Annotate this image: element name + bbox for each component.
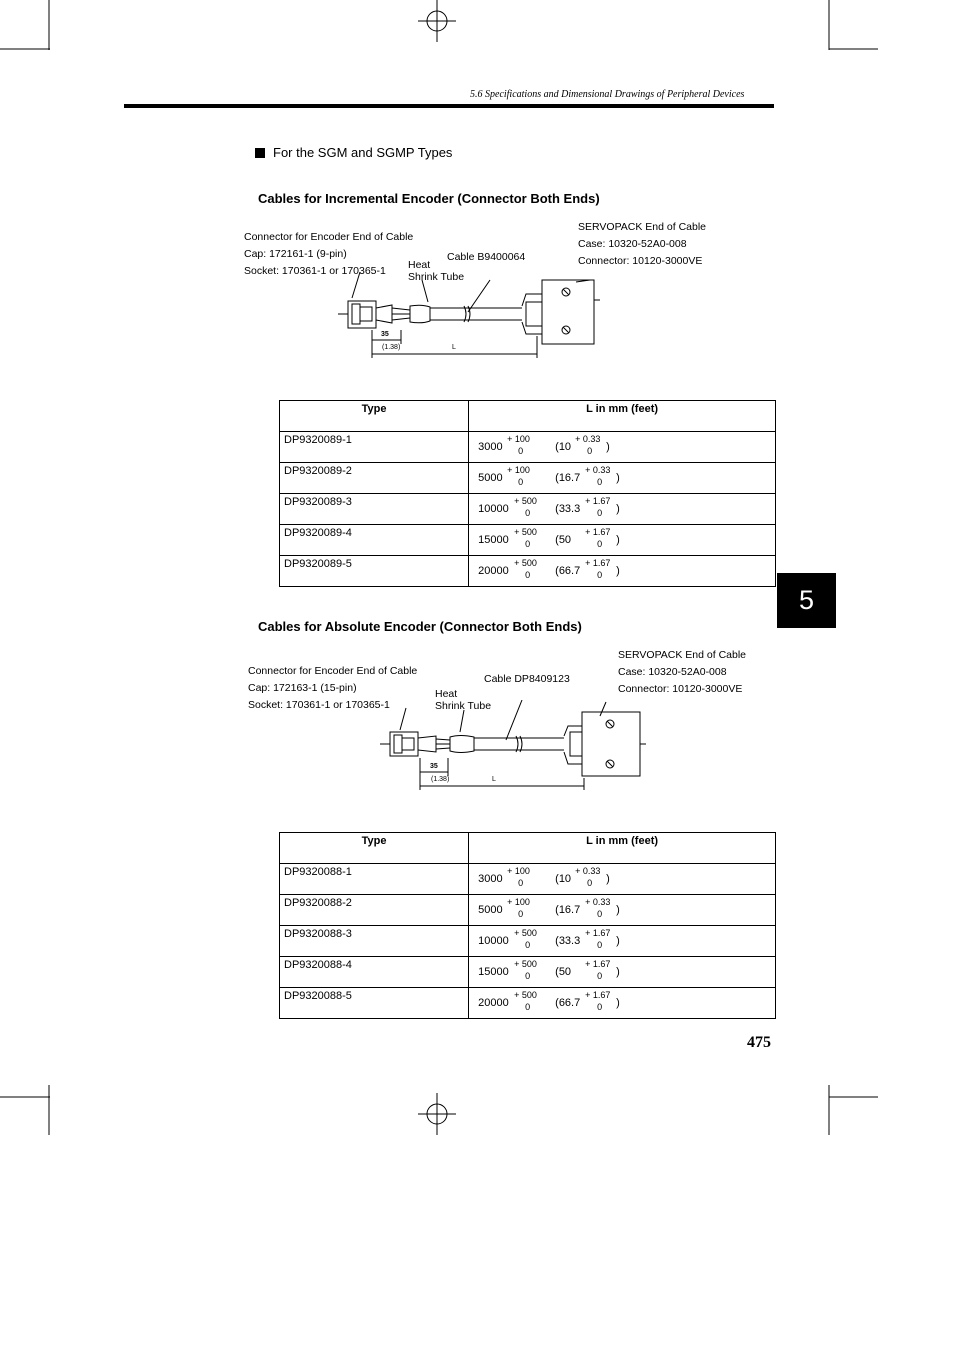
ft-close-paren: )	[616, 472, 620, 484]
length-ft: (50	[555, 966, 572, 978]
type-cell: DP9320088-5	[280, 988, 469, 1019]
ft-close-paren: )	[616, 565, 620, 577]
length-mm: 15000	[478, 534, 509, 546]
abs-dim-L: L	[492, 776, 496, 783]
mm-plus-tol: + 500	[514, 928, 537, 938]
ft-plus-tol: + 1.67	[585, 959, 611, 969]
inc-dim-138: (1.38)	[382, 344, 401, 351]
ft-minus-tol: 0	[597, 971, 603, 981]
ft-plus-tol: + 1.67	[585, 496, 611, 506]
table-row	[280, 926, 776, 957]
ft-plus-tol: + 0.33	[585, 465, 611, 475]
table-row	[280, 463, 776, 494]
inc-cable-label: Cable B9400064	[447, 251, 526, 263]
table-row	[280, 864, 776, 895]
ft-plus-tol: + 1.67	[585, 527, 611, 537]
mm-minus-tol: 0	[518, 477, 524, 487]
inc-dim-35: 35	[381, 331, 389, 338]
abs-dim-35: 35	[430, 763, 438, 770]
type-cell: DP9320088-4	[280, 957, 469, 988]
type-cell: DP9320089-3	[280, 494, 469, 525]
ft-close-paren: )	[616, 935, 620, 947]
ft-close-paren: )	[616, 966, 620, 978]
type-cell: DP9320089-1	[280, 432, 469, 463]
running-header: 5.6 Specifications and Dimensional Drawings of Peripheral Devices	[470, 89, 745, 100]
ft-plus-tol: + 1.67	[585, 928, 611, 938]
length-mm: 5000	[478, 472, 503, 484]
mm-minus-tol: 0	[518, 446, 524, 456]
table-row	[280, 988, 776, 1019]
inc-heat-line1: Heat	[408, 259, 431, 271]
length-cell	[469, 864, 776, 895]
mm-plus-tol: + 100	[507, 434, 530, 444]
bullet-text: For the SGM and SGMP Types	[273, 145, 453, 160]
inc-servopack-label	[578, 219, 706, 270]
mm-plus-tol: + 500	[514, 527, 537, 537]
ft-minus-tol: 0	[597, 909, 603, 919]
page-number: 475	[747, 1034, 771, 1051]
inc-enc-line3: Socket: 170361-1 or 170365-1	[244, 265, 386, 277]
mm-minus-tol: 0	[525, 971, 531, 981]
length-ft: (33.3	[555, 935, 581, 947]
type-cell: DP9320089-4	[280, 525, 469, 556]
length-mm: 15000	[478, 966, 509, 978]
length-ft: (10	[555, 441, 572, 453]
ft-minus-tol: 0	[587, 878, 593, 888]
absolute-cable-drawing	[378, 700, 648, 792]
length-ft: (50	[555, 534, 572, 546]
mm-minus-tol: 0	[518, 878, 524, 888]
ft-plus-tol: + 0.33	[585, 897, 611, 907]
ft-close-paren: )	[616, 503, 620, 515]
type-cell: DP9320089-5	[280, 556, 469, 587]
mm-minus-tol: 0	[525, 508, 531, 518]
mm-minus-tol: 0	[525, 539, 531, 549]
length-mm: 10000	[478, 503, 509, 515]
mm-plus-tol: + 500	[514, 496, 537, 506]
table-row	[280, 494, 776, 525]
length-cell	[469, 494, 776, 525]
ft-plus-tol: + 0.33	[575, 866, 601, 876]
ft-minus-tol: 0	[587, 446, 593, 456]
inc-sv-line2: Case: 10320-52A0-008	[578, 238, 687, 250]
length-mm: 20000	[478, 997, 509, 1009]
length-cell	[469, 926, 776, 957]
absolute-title: Cables for Absolute Encoder (Connector Both Ends)	[258, 619, 582, 634]
inc-enc-line1: Connector for Encoder End of Cable	[244, 231, 414, 243]
length-mm: 5000	[478, 904, 503, 916]
length-mm: 20000	[478, 565, 509, 577]
inc-enc-line2: Cap: 172161-1 (9-pin)	[244, 248, 347, 260]
mm-plus-tol: + 500	[514, 990, 537, 1000]
ft-minus-tol: 0	[597, 570, 603, 580]
col-length-header: L in mm (feet)	[469, 401, 776, 432]
abs-enc-line3: Socket: 170361-1 or 170365-1	[248, 699, 390, 711]
mm-minus-tol: 0	[525, 1002, 531, 1012]
length-ft: (33.3	[555, 503, 581, 515]
mm-plus-tol: + 500	[514, 558, 537, 568]
type-cell: DP9320088-3	[280, 926, 469, 957]
mm-minus-tol: 0	[518, 909, 524, 919]
header-rule	[124, 104, 774, 108]
ft-minus-tol: 0	[597, 940, 603, 950]
length-mm: 3000	[478, 441, 503, 453]
length-ft: (16.7	[555, 904, 581, 916]
inc-sv-line3: Connector: 10120-3000VE	[578, 255, 703, 267]
abs-dim-138: (1.38)	[431, 776, 450, 783]
mm-plus-tol: + 500	[514, 959, 537, 969]
length-ft: (10	[555, 873, 572, 885]
table-header-row	[280, 401, 776, 432]
abs-sv-line3: Connector: 10120-3000VE	[618, 683, 743, 695]
abs-sv-line2: Case: 10320-52A0-008	[618, 666, 727, 678]
mm-plus-tol: + 100	[507, 897, 530, 907]
type-cell: DP9320088-2	[280, 895, 469, 926]
ft-minus-tol: 0	[597, 539, 603, 549]
ft-minus-tol: 0	[597, 1002, 603, 1012]
ft-close-paren: )	[616, 534, 620, 546]
inc-sv-line1: SERVOPACK End of Cable	[578, 221, 707, 233]
ft-minus-tol: 0	[597, 477, 603, 487]
abs-sv-line1: SERVOPACK End of Cable	[618, 649, 747, 661]
abs-enc-line1: Connector for Encoder End of Cable	[248, 665, 418, 677]
abs-servopack-label	[618, 647, 746, 698]
inc-heat-line2: Shrink Tube	[408, 271, 465, 283]
table-row	[280, 895, 776, 926]
length-cell	[469, 463, 776, 494]
mm-minus-tol: 0	[525, 570, 531, 580]
length-mm: 10000	[478, 935, 509, 947]
mm-plus-tol: + 100	[507, 465, 530, 475]
mm-minus-tol: 0	[525, 940, 531, 950]
ft-close-paren: )	[616, 904, 620, 916]
table-row	[280, 432, 776, 463]
incremental-title: Cables for Incremental Encoder (Connector Both Ends)	[258, 191, 600, 206]
ft-plus-tol: + 1.67	[585, 558, 611, 568]
col-type-header: Type	[280, 833, 469, 864]
incremental-table	[279, 400, 776, 587]
abs-heat-line2: Shrink Tube	[435, 700, 492, 712]
table-row	[280, 957, 776, 988]
square-bullet-icon	[255, 148, 265, 158]
abs-cable-label: Cable DP8409123	[484, 673, 570, 685]
inc-dim-L: L	[452, 344, 456, 351]
length-ft: (16.7	[555, 472, 581, 484]
absolute-table	[279, 832, 776, 1019]
mm-plus-tol: + 100	[507, 866, 530, 876]
type-cell: DP9320088-1	[280, 864, 469, 895]
length-cell	[469, 895, 776, 926]
length-mm: 3000	[478, 873, 503, 885]
ft-plus-tol: + 1.67	[585, 990, 611, 1000]
table-row	[280, 556, 776, 587]
abs-enc-line2: Cap: 172163-1 (15-pin)	[248, 682, 357, 694]
length-cell	[469, 525, 776, 556]
length-cell	[469, 957, 776, 988]
length-cell	[469, 988, 776, 1019]
length-ft: (66.7	[555, 565, 581, 577]
chapter-tab: 5	[777, 573, 836, 628]
ft-close-paren: )	[606, 873, 610, 885]
ft-close-paren: )	[606, 441, 610, 453]
col-length-header: L in mm (feet)	[469, 833, 776, 864]
col-type-header: Type	[280, 401, 469, 432]
table-header-row	[280, 833, 776, 864]
abs-heat-line1: Heat	[435, 688, 458, 700]
ft-minus-tol: 0	[597, 508, 603, 518]
type-cell: DP9320089-2	[280, 463, 469, 494]
table-row	[280, 525, 776, 556]
length-cell	[469, 556, 776, 587]
incremental-cable-drawing	[330, 270, 600, 360]
bullet-heading	[255, 145, 452, 160]
length-ft: (66.7	[555, 997, 581, 1009]
length-cell	[469, 432, 776, 463]
ft-close-paren: )	[616, 997, 620, 1009]
ft-plus-tol: + 0.33	[575, 434, 601, 444]
